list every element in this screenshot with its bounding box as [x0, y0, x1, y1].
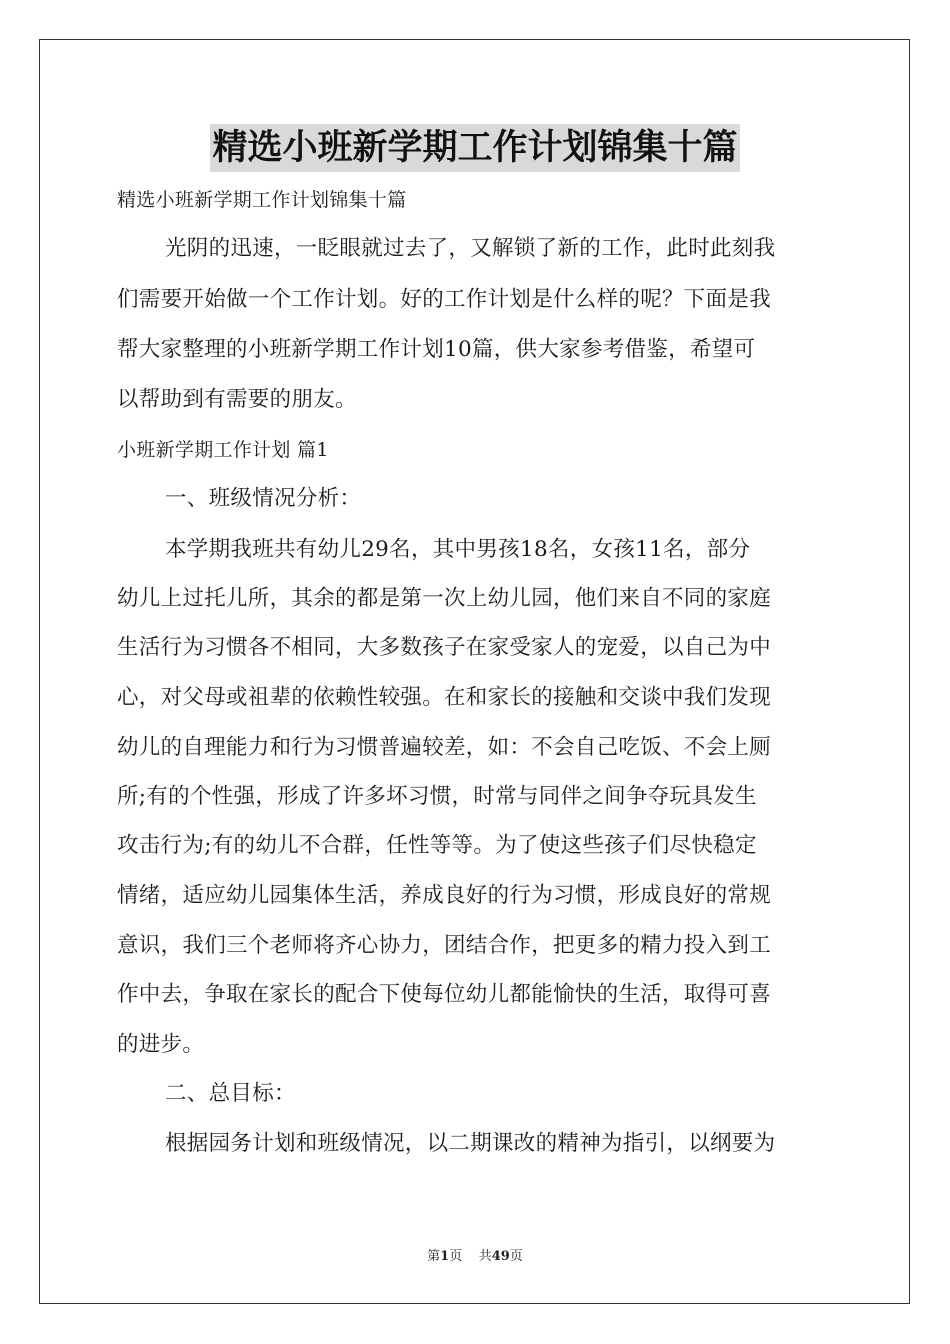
paragraph-line: 意识，我们三个老师将齐心协力，团结合作，把更多的精力投入到工 — [117, 933, 772, 958]
page-prefix: 第 — [427, 1249, 441, 1264]
heading-class-analysis: 一、班级情况分析： — [165, 486, 362, 511]
page-footer — [0, 1248, 950, 1266]
intro-line: 帮大家整理的小班新学期工作计划10篇，供大家参考借鉴，希望可 — [117, 337, 756, 362]
document-subtitle: 精选小班新学期工作计划锦集十篇 — [117, 189, 407, 211]
paragraph-line: 本学期我班共有幼儿29名，其中男孩18名，女孩11名，部分 — [165, 537, 751, 562]
total-prefix: 共 — [478, 1249, 492, 1264]
page-suffix: 页 — [449, 1249, 463, 1264]
intro-line: 以帮助到有需要的朋友。 — [117, 387, 357, 412]
paragraph-line: 所;有的个性强，形成了许多坏习惯，时常与同伴之间争夺玩具发生 — [117, 784, 757, 809]
intro-line: 们需要开始做一个工作计划。好的工作计划是什么样的呢？下面是我 — [117, 287, 772, 312]
paragraph-line: 生活行为习惯各不相同，大多数孩子在家受家人的宠爱，以自己为中 — [117, 635, 772, 660]
section-heading: 小班新学期工作计划 篇1 — [117, 439, 329, 461]
paragraph-line: 心，对父母或祖辈的依赖性较强。在和家长的接触和交谈中我们发现 — [117, 685, 772, 710]
total-pages: 49 — [491, 1249, 510, 1264]
paragraph-line: 幼儿上过托儿所，其余的都是第一次上幼儿园，他们来自不同的家庭 — [117, 586, 772, 611]
page-number: 1 — [440, 1249, 450, 1264]
document-title: 精选小班新学期工作计划锦集十篇 — [210, 124, 739, 172]
paragraph-line: 根据园务计划和班级情况，以二期课改的精神为指引，以纲要为 — [165, 1131, 776, 1156]
paragraph-line: 的进步。 — [117, 1032, 205, 1057]
paragraph-line: 作中去，争取在家长的配合下使每位幼儿都能愉快的生活，取得可喜 — [117, 982, 772, 1007]
paragraph-line: 攻击行为;有的幼儿不合群，任性等等。为了使这些孩子们尽快稳定 — [117, 833, 757, 858]
paragraph-line: 情绪，适应幼儿园集体生活，养成良好的行为习惯，形成良好的常规 — [117, 883, 772, 908]
total-suffix: 页 — [509, 1249, 523, 1264]
intro-line: 光阴的迅速，一眨眼就过去了，又解锁了新的工作，此时此刻我 — [165, 236, 776, 261]
page-border — [39, 39, 910, 1304]
heading-overall-goal: 二、总目标： — [165, 1081, 296, 1106]
paragraph-line: 幼儿的自理能力和行为习惯普遍较差，如：不会自己吃饭、不会上厕 — [117, 735, 772, 760]
title-container — [0, 124, 950, 172]
